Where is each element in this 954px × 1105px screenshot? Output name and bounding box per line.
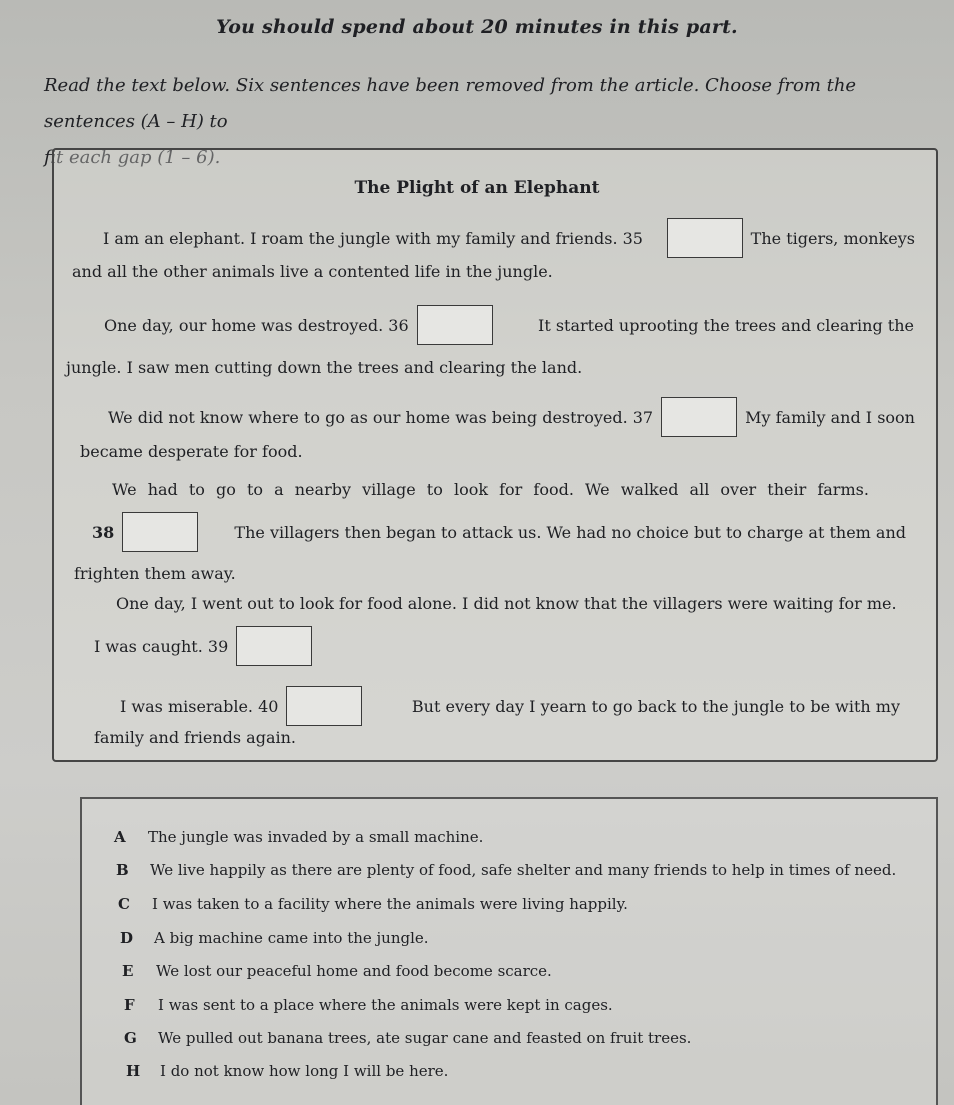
paragraph-5-text-b: I was caught. 39 (94, 636, 229, 656)
paragraph-4-line-2 (92, 512, 906, 552)
option-a (114, 828, 483, 846)
paragraph-1-text-b: The tigers, monkeys (750, 228, 915, 248)
option-text: The jungle was invaded by a small machine. (148, 828, 484, 846)
paragraph-2-text-b: It started uprooting the trees and clearing the (538, 315, 914, 335)
paragraph-2-text-a: One day, our home was destroyed. 36 (104, 315, 409, 335)
paragraph-4-line-3: frighten them away. (74, 564, 236, 583)
option-h (126, 1062, 448, 1080)
paragraph-3-text-a: We did not know where to go as our home was being destroyed. 37 (108, 407, 654, 427)
option-text: We lost our peaceful home and food become scarce. (156, 962, 552, 980)
paragraph-2-line-1 (104, 305, 914, 345)
time-instruction: You should spend about 20 minutes in this part. (216, 16, 738, 38)
answer-box-38[interactable] (122, 512, 198, 552)
answer-box-35[interactable] (667, 218, 743, 258)
paragraph-6-text-a: I was miserable. 40 (120, 696, 279, 716)
option-d (120, 929, 429, 947)
option-letter: F (124, 996, 135, 1014)
paragraph-6-line-2: family and friends again. (94, 728, 296, 747)
paragraph-1-line-2: and all the other animals live a contented life in the jungle. (72, 262, 553, 281)
option-g (124, 1029, 691, 1047)
answer-box-39[interactable] (236, 626, 312, 666)
article-title: The Plight of an Elephant (354, 178, 600, 198)
answer-box-37[interactable] (661, 397, 737, 437)
paragraph-4-text-b: The villagers then began to attack us. We had no choice but to charge at them and (234, 522, 906, 542)
paragraph-3-line-2: became desperate for food. (80, 442, 303, 461)
paragraph-3-line-1 (108, 397, 915, 437)
paragraph-5-line-2 (94, 626, 320, 666)
option-b (116, 861, 896, 879)
option-letter: E (122, 962, 134, 980)
option-letter: H (126, 1062, 141, 1080)
option-c (118, 895, 628, 913)
option-f (124, 996, 613, 1014)
task-instruction-line2: fit each gap (1 – 6). (44, 147, 221, 168)
paragraph-6-text-b: But every day I yearn to go back to the jungle to be with my (411, 696, 900, 716)
option-letter: B (116, 861, 129, 879)
paragraph-5-line-1: One day, I went out to look for food alone. I did not know that the villagers were waiting for me. (116, 594, 897, 613)
option-letter: G (124, 1029, 137, 1047)
answer-box-36[interactable] (417, 305, 493, 345)
gap-number-38: 38 (92, 522, 115, 542)
paragraph-6-line-1 (120, 686, 900, 726)
paragraph-4-text-a: We had to go to a nearby village to look for food. We walked all over their farms. (112, 480, 869, 499)
option-letter: A (114, 828, 126, 846)
option-text: I was taken to a facility where the animals were living happily. (152, 895, 628, 913)
paragraph-4-line-1 (112, 480, 908, 499)
paragraph-2-line-2: jungle. I saw men cutting down the trees and clearing the land. (66, 358, 583, 377)
option-text: I do not know how long I will be here. (160, 1062, 449, 1080)
option-e (122, 962, 552, 980)
option-letter: D (120, 929, 134, 947)
paragraph-1-line-1 (103, 218, 915, 258)
option-text: A big machine came into the jungle. (154, 929, 429, 947)
option-text: I was sent to a place where the animals were kept in cages. (158, 996, 613, 1014)
option-text: We pulled out banana trees, ate sugar cane and feasted on fruit trees. (158, 1029, 692, 1047)
paragraph-1-text-a: I am an elephant. I roam the jungle with my family and friends. 35 (103, 228, 643, 248)
paragraph-3-text-b: My family and I soon (745, 407, 915, 427)
option-text: We live happily as there are plenty of food, safe shelter and many friends to help in times of need. (150, 861, 897, 879)
option-letter: C (118, 895, 130, 913)
answer-box-40[interactable] (286, 686, 362, 726)
task-instruction-line1: Read the text below. Six sentences have been removed from the article. Choose from the sentences (A – H) to (44, 75, 857, 132)
